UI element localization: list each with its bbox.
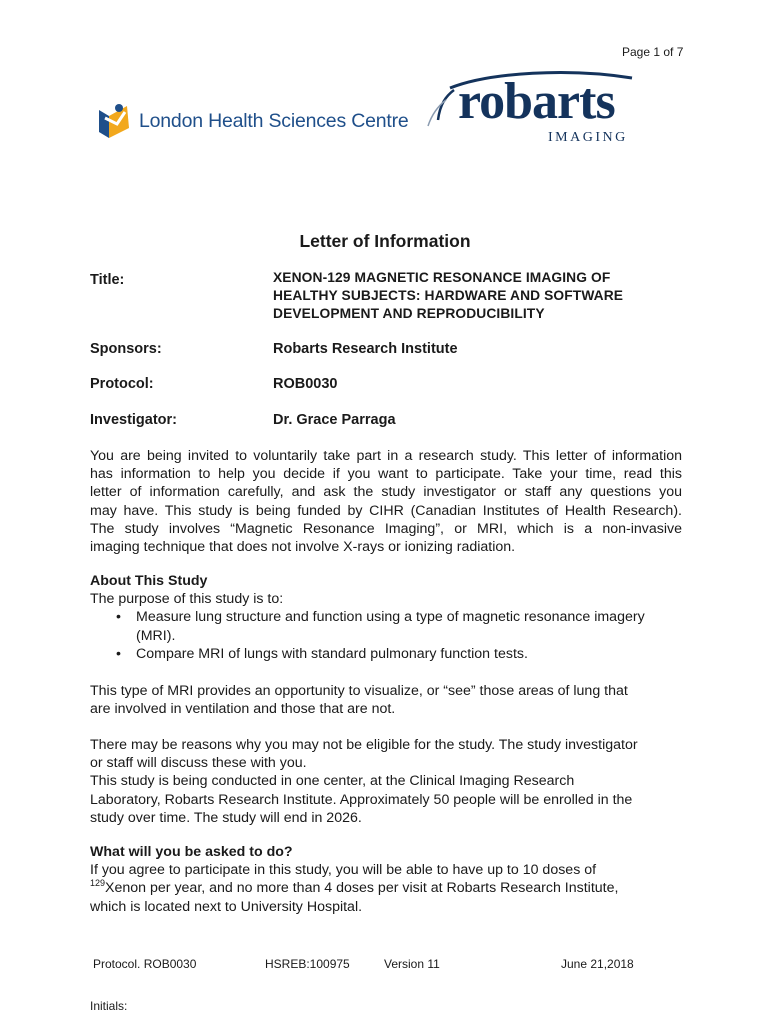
document-title: Letter of Information xyxy=(299,231,471,251)
intro-line: has information to help you decide if you want to participate. Take your time, read this xyxy=(90,466,682,483)
footer-hsreb: HSREB:100975 xyxy=(265,957,350,971)
paragraph-line: If you agree to participate in this study, you will be able to have up to 10 doses of xyxy=(90,862,597,879)
footer-version: Version 11 xyxy=(384,957,440,971)
paragraph-line xyxy=(90,879,682,897)
asked-heading: What will you be asked to do? xyxy=(90,844,293,860)
list-item xyxy=(90,645,682,663)
investigator-label: Investigator: xyxy=(90,412,178,428)
paragraph-line: which is located next to University Hospital. xyxy=(90,898,363,915)
bullet-icon: • xyxy=(116,609,121,626)
paragraph-line: This study is being conducted in one center, at the Clinical Imaging Research xyxy=(90,773,575,790)
initials-label: Initials: xyxy=(90,999,128,1013)
intro-paragraph xyxy=(90,447,682,556)
study-title-line-3: DEVELOPMENT AND REPRODUCIBILITY xyxy=(273,306,545,321)
footer-date: June 21,2018 xyxy=(561,957,634,971)
footer-protocol: Protocol. ROB0030 xyxy=(93,957,197,971)
protocol-value: ROB0030 xyxy=(273,376,338,392)
study-title-line-2: HEALTHY SUBJECTS: HARDWARE AND SOFTWARE xyxy=(273,288,624,303)
lhsc-logo-text: London Health Sciences Centre xyxy=(139,110,409,132)
about-section xyxy=(90,572,682,663)
investigator-value: Dr. Grace Parraga xyxy=(273,412,396,428)
robarts-wordmark: robarts xyxy=(458,73,615,130)
mri-paragraph xyxy=(90,682,682,718)
protocol-label: Protocol: xyxy=(90,376,154,392)
title-label: Title: xyxy=(90,272,125,288)
paragraph-line: or staff will discuss these with you. xyxy=(90,755,307,772)
bullet-text: Compare MRI of lungs with standard pulmonary function tests. xyxy=(136,645,528,662)
paragraph-line: Laboratory, Robarts Research Institute. Approximately 50 people will be enrolled in the xyxy=(90,791,633,808)
paragraph-line: study over time. The study will end in 2026. xyxy=(90,809,362,826)
study-title-line-1: XENON-129 MAGNETIC RESONANCE IMAGING OF xyxy=(273,270,611,285)
bullet-text: (MRI). xyxy=(136,627,176,644)
lhsc-figure-icon xyxy=(97,102,131,140)
sponsors-label: Sponsors: xyxy=(90,341,162,357)
paragraph-line: are involved in ventilation and those that are not. xyxy=(90,701,396,718)
intro-line: letter of information carefully, and ask the study investigator or staff any questions you xyxy=(90,484,682,501)
lhsc-logo xyxy=(93,96,409,146)
intro-line: may have. This study is being funded by CIHR (Canadian Institutes of Health Research). xyxy=(90,502,682,519)
about-heading: About This Study xyxy=(90,573,208,589)
bullet-text: Measure lung structure and function using a type of magnetic resonance imagery xyxy=(136,609,645,626)
xenon-line-text: Xenon per year, and no more than 4 doses per visit at Robarts Research Institute, xyxy=(105,880,619,897)
list-item xyxy=(90,608,682,644)
eligibility-paragraph xyxy=(90,736,682,827)
intro-line: You are being invited to voluntarily take part in a research study. This letter of information xyxy=(90,448,682,464)
sponsors-value: Robarts Research Institute xyxy=(273,341,458,357)
paragraph-line: There may be reasons why you may not be eligible for the study. The study investigator xyxy=(90,737,638,753)
intro-line: The study involves “Magnetic Resonance Imaging”, or MRI, which is a non-invasive xyxy=(90,520,682,537)
page-number: Page 1 of 7 xyxy=(622,45,684,59)
purpose-line: The purpose of this study is to: xyxy=(90,591,284,608)
superscript-129: 129 xyxy=(90,878,106,889)
robarts-imaging-text: IMAGING xyxy=(548,130,628,145)
intro-line: imaging technique that does not involve X-rays or ionizing radiation. xyxy=(90,539,516,556)
paragraph-line: This type of MRI provides an opportunity to visualize, or “see” those areas of lung that xyxy=(90,683,628,699)
asked-section xyxy=(90,843,682,916)
robarts-logo xyxy=(420,70,635,150)
bullet-icon: • xyxy=(116,645,121,662)
